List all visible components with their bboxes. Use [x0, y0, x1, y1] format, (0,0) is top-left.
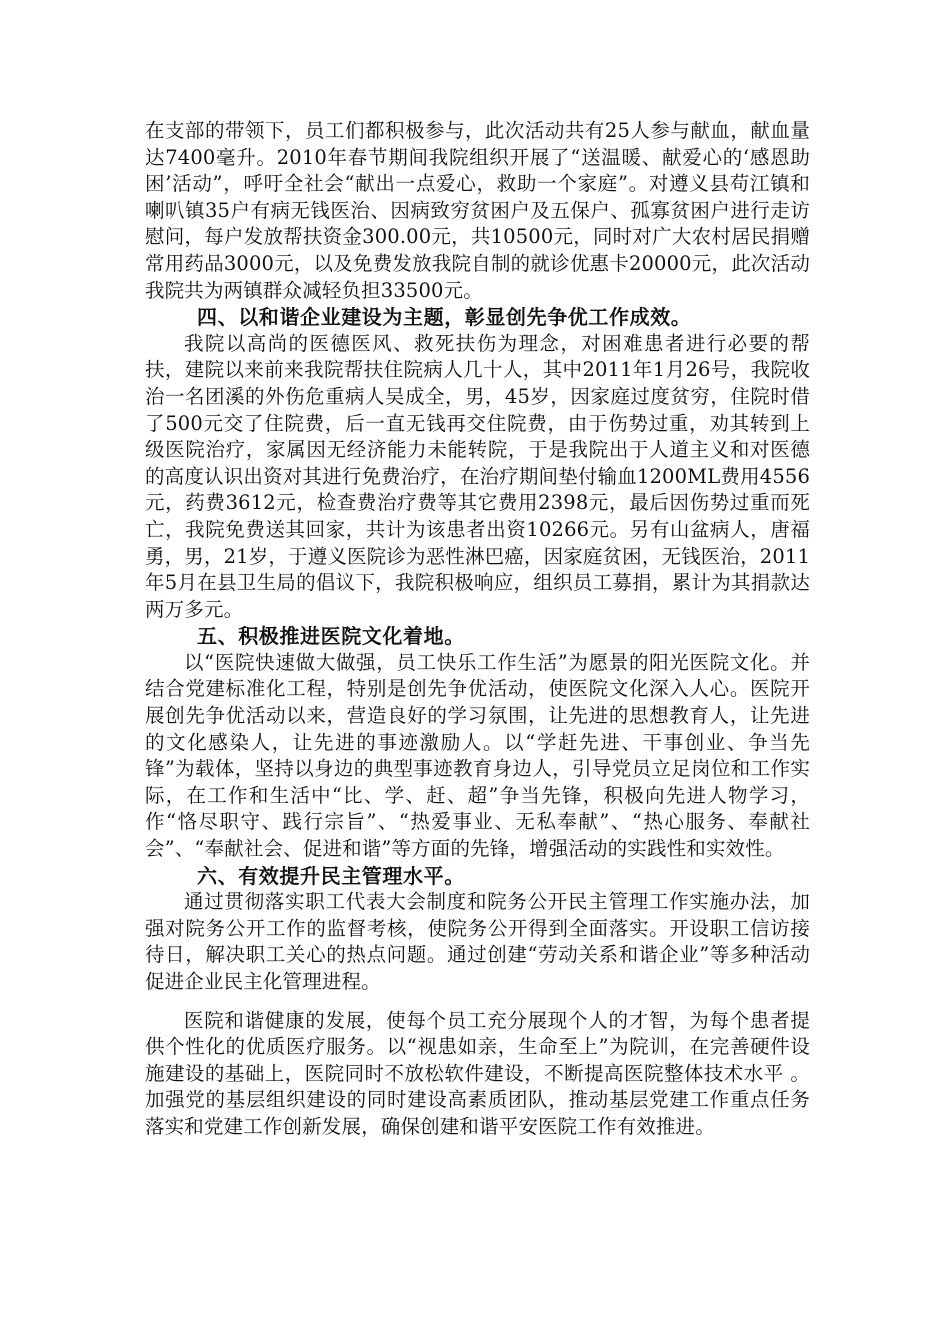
section-heading-5: 五、积极推进医院文化着地。	[197, 624, 465, 649]
section-heading-4: 四、以和谐企业建设为主题，彰显创先争优工作成效。	[197, 305, 692, 330]
paragraph-donation-activity: 在支部的带领下，员工们都积极参与，此次活动共有25人参与献血，献血量达7400毫升。2010年春节期间我院组织开展了“送温暖、献爱心的‘感恩助困’活动”，呼吁全社会“献出一点爱心，救助一个家庭”。对遵义县苟江镇和喇叭镇35户有病无钱医治、因病致穷贫困户及五保户、孤寡贫困户进行走访慰问，每户发放帮扶资金300.00元，共10500元，同时对广大农村居民捐赠常用药品3000元，以及免费发放我院自制的就诊优惠卡20000元，此次活动我院共为两镇群众减轻负担33500元。	[145, 119, 810, 302]
paragraph-spacer	[145, 996, 810, 1008]
paragraph-democratic-management: 通过贯彻落实职工代表大会制度和院务公开民主管理工作实施办法，加强对院务公开工作的监督考核，使院务公开得到全面落实。开设职工信访接待日，解决职工关心的热点问题。通过创建“劳动关系和谐企业”等多种活动促进企业民主化管理进程。	[145, 890, 810, 993]
paragraph-conclusion: 医院和谐健康的发展，使每个员工充分展现个人的才智，为每个患者提供个性化的优质医疗服务。以“视患如亲，生命至上”为院训，在完善硬件设施建设的基础上，医院同时不放松软件建设，不断提高医院整体技术水平 。加强党的基层组织建设的同时建设高素质团队，推动基层党建工作重点任务落实和党建工作创新发展，确保创建和谐平安医院工作有效推进。	[145, 1008, 810, 1138]
section-heading-6: 六、有效提升民主管理水平。	[197, 863, 465, 888]
paragraph-patient-assistance: 我院以高尚的医德医风、救死扶伤为理念，对困难患者进行必要的帮扶，建院以来前来我院帮扶住院病人几十人，其中2011年1月26号，我院收治一名团溪的外伤危重病人吴成全，男，45岁，因家庭过度贫穷，住院时借了500元交了住院费，后一直无钱再交住院费，由于伤势过重，劝其转到上级医院治疗，家属因无经济能力未能转院，于是我院出于人道主义和对医德的高度认识出资对其进行免费治疗，在治疗期间垫付输血1200ML费用4556元，药费3612元，检查费治疗费等其它费用2398元，最后因伤势过重而死亡，我院免费送其回家，共计为该患者出资10266元。另有山盆病人，唐福勇，男，21岁，于遵义医院诊为恶性淋巴癌，因家庭贫困，无钱医治，2011年5月在县卫生局的倡议下，我院积极响应，组织员工募捐，累计为其捐款达两万多元。	[145, 331, 810, 621]
document-page	[145, 118, 810, 1141]
paragraph-hospital-culture: 以“医院快速做大做强，员工快乐工作生活”为愿景的阳光医院文化。并结合党建标准化工程，特别是创先争优活动，使医院文化深入人心。医院开展创先争优活动以来，营造良好的学习氛围，让先进的思想教育人，让先进的文化感染人，让先进的事迹激励人。以“学赶先进、干事创业、争当先锋”为载体，坚持以身边的典型事迹教育身边人，引导党员立足岗位和工作实际，在工作和生活中“比、学、赶、超”争当先锋，积极向先进人物学习，作“恪尽职守、践行宗旨”、“热爱事业、无私奉献”、“热心服务、奉献社会”、“奉献社会、促进和谐”等方面的先锋，增强活动的实践性和实效性。	[145, 650, 810, 861]
